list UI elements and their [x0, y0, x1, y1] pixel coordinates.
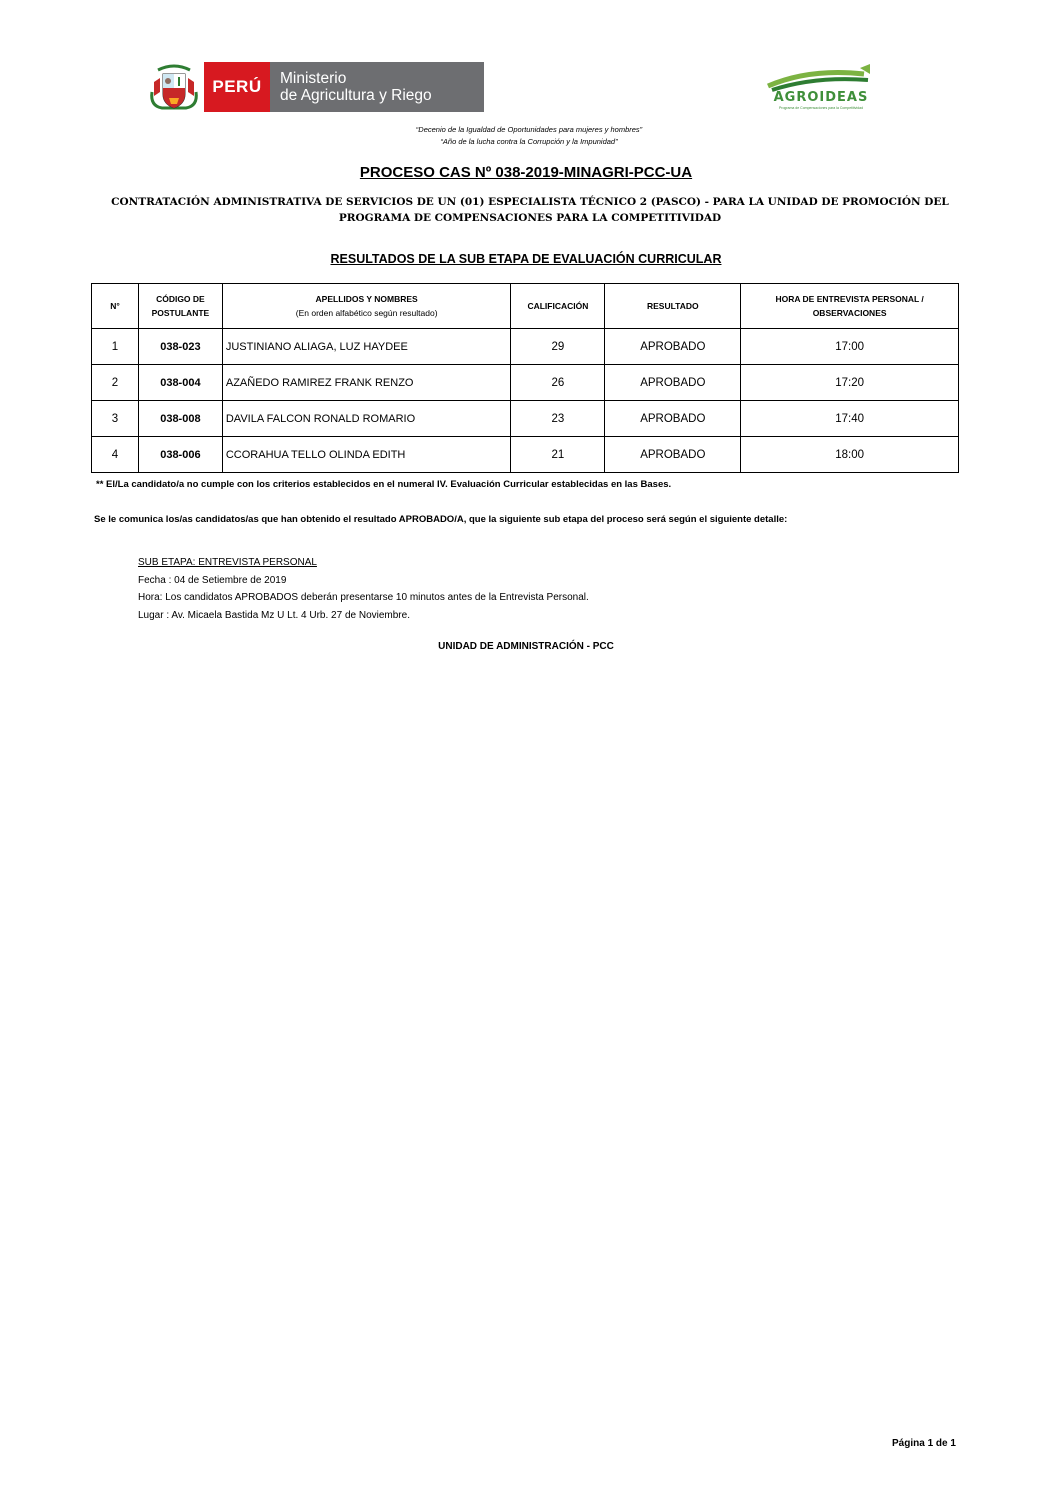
cell-name: DAVILA FALCON RONALD ROMARIO: [222, 401, 511, 437]
cell-name: JUSTINIANO ALIAGA, LUZ HAYDEE: [222, 329, 511, 365]
header-score: CALIFICACIÓN: [511, 284, 605, 329]
interview-place: Lugar : Av. Micaela Bastida Mz U Lt. 4 Urb. 27 de Noviembre.: [138, 609, 410, 621]
cell-code: 038-004: [138, 365, 222, 401]
slogans: [0, 124, 1058, 148]
interview-heading: SUB ETAPA: ENTREVISTA PERSONAL: [138, 557, 317, 568]
agroideas-logo: [760, 62, 882, 114]
table-row: [92, 437, 959, 473]
issuing-unit: UNIDAD DE ADMINISTRACIÓN - PCC: [438, 641, 614, 652]
header-num: N°: [92, 284, 139, 329]
minagri-logo: [148, 62, 484, 112]
cell-code: 038-023: [138, 329, 222, 365]
cell-num: 4: [92, 437, 139, 473]
table-header-row: [92, 284, 959, 329]
cell-time: 17:40: [741, 401, 959, 437]
cell-time: 17:00: [741, 329, 959, 365]
notice-paragraph: Se le comunica los/as candidatos/as que han obtenido el resultado APROBADO/A, que la siguiente sub etapa del proceso será según el siguiente detalle:: [94, 514, 788, 525]
peru-label: PERÚ: [204, 62, 270, 112]
table-row: [92, 329, 959, 365]
slogan-line: “Decenio de la Igualdad de Oportunidades para mujeres y hombres”: [415, 125, 643, 134]
interview-date: Fecha : 04 de Setiembre de 2019: [138, 574, 287, 586]
header-result: RESULTADO: [605, 284, 741, 329]
slogan-line: “Año de la lucha contra la Corrupción y la Impunidad”: [440, 137, 618, 146]
results-title: RESULTADOS DE LA SUB ETAPA DE EVALUACIÓN CURRICULAR: [330, 252, 722, 266]
ministry-line-2: de Agricultura y Riego: [280, 87, 432, 104]
subtitle-line-1: CONTRATACIÓN ADMINISTRATIVA DE SERVICIOS DE UN (01) ESPECIALISTA TÉCNICO 2 (PASCO) - PARA LA UNIDAD DE PROMOCIÓN DEL: [111, 196, 949, 208]
header-name-line-2: (En orden alfabético según resultado): [295, 308, 438, 318]
ministry-name: [270, 62, 484, 112]
cell-score: 23: [511, 401, 605, 437]
agroideas-tagline: Programa de Compensaciones para la Competitividad: [778, 106, 864, 110]
header-code: [138, 284, 222, 329]
ministry-line-1: Ministerio: [280, 70, 347, 87]
cell-time: 18:00: [741, 437, 959, 473]
header-time: [741, 284, 959, 329]
cell-code: 038-008: [138, 401, 222, 437]
cell-code: 038-006: [138, 437, 222, 473]
table-row: [92, 365, 959, 401]
header-code-line-2: POSTULANTE: [151, 308, 210, 318]
process-subtitle: [90, 194, 970, 226]
header-code-line-1: CÓDIGO DE: [156, 294, 205, 304]
agroideas-brand: AGROIDEAS: [773, 90, 869, 105]
table-row: [92, 401, 959, 437]
cell-score: 26: [511, 365, 605, 401]
interview-details: [138, 554, 589, 624]
cell-result: APROBADO: [605, 401, 741, 437]
cell-name: CCORAHUA TELLO OLINDA EDITH: [222, 437, 511, 473]
cell-result: APROBADO: [605, 365, 741, 401]
header-name: [222, 284, 511, 329]
cell-num: 2: [92, 365, 139, 401]
criteria-note: ** El/La candidato/a no cumple con los criterios establecidos en el numeral IV. Evaluación Curricular establecidas en las Bases.: [96, 479, 672, 490]
results-table: [91, 283, 959, 473]
cell-num: 1: [92, 329, 139, 365]
cell-result: APROBADO: [605, 437, 741, 473]
header-time-line-2: OBSERVACIONES: [812, 308, 887, 318]
subtitle-line-2: PROGRAMA DE COMPENSACIONES PARA LA COMPETITIVIDAD: [338, 212, 722, 224]
header-name-line-1: APELLIDOS Y NOMBRES: [315, 294, 418, 304]
interview-time: Hora: Los candidatos APROBADOS deberán presentarse 10 minutos antes de la Entrevista Personal.: [138, 592, 589, 603]
cell-num: 3: [92, 401, 139, 437]
cell-name: AZAÑEDO RAMIREZ FRANK RENZO: [222, 365, 511, 401]
cell-time: 17:20: [741, 365, 959, 401]
cell-score: 21: [511, 437, 605, 473]
peru-coat-of-arms-icon: [148, 62, 200, 112]
cell-score: 29: [511, 329, 605, 365]
process-title: PROCESO CAS Nº 038-2019-MINAGRI-PCC-UA: [359, 164, 693, 181]
page-number: Página 1 de 1: [892, 1438, 956, 1449]
agroideas-swoosh-icon: [760, 62, 882, 92]
cell-result: APROBADO: [605, 329, 741, 365]
header-time-line-1: HORA DE ENTREVISTA PERSONAL /: [775, 294, 924, 304]
